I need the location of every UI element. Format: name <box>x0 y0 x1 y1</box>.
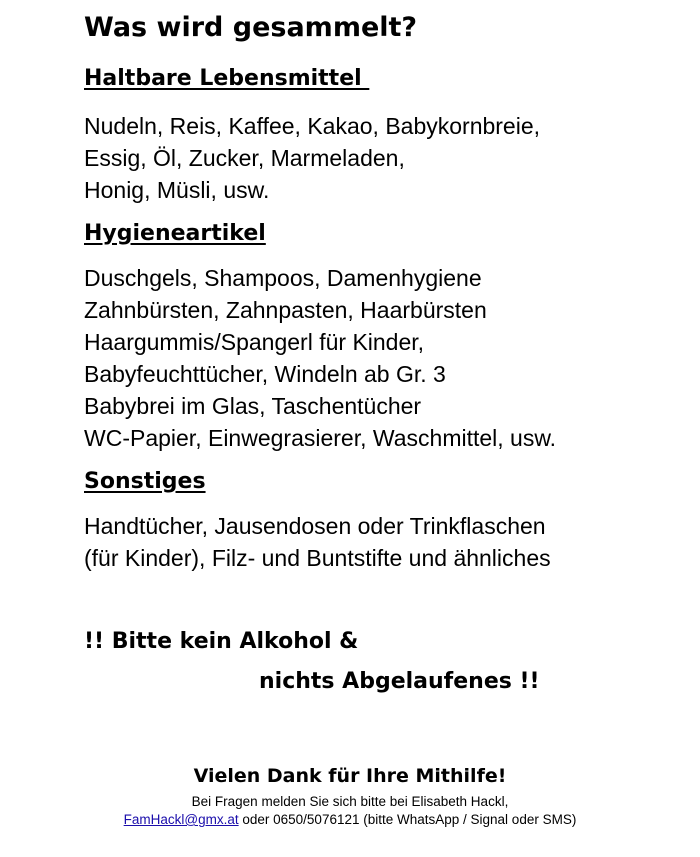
section-list-hygiene <box>84 262 556 454</box>
warning-line-2: nichts Abgelaufenes !! <box>259 669 540 694</box>
list-item: Babyfeuchttücher, Windeln ab Gr. 3 <box>84 361 446 387</box>
thanks-message: Vielen Dank für Ihre Mithilfe! <box>193 765 507 787</box>
list-item: Babybrei im Glas, Taschentücher <box>84 393 422 419</box>
warning-line-1: !! Bitte kein Alkohol & <box>84 629 359 654</box>
section-heading-hygiene: Hygieneartikel <box>84 221 266 246</box>
list-item: Essig, Öl, Zucker, Marmeladen, <box>84 145 405 171</box>
section-list-lebensmittel <box>84 110 540 206</box>
section-heading-sonstiges: Sonstiges <box>84 469 206 494</box>
list-item: (für Kinder), Filz- und Buntstifte und ähnliches <box>84 545 551 571</box>
contact-line-2 <box>0 812 700 827</box>
list-item: WC-Papier, Einwegrasierer, Waschmittel, usw. <box>84 425 557 451</box>
page-title: Was wird gesammelt? <box>84 12 418 43</box>
email-link[interactable]: FamHackl@gmx.at <box>123 812 239 827</box>
contact-phone-text: oder 0650/5076121 (bitte WhatsApp / Signal oder SMS) <box>238 812 577 827</box>
list-item: Nudeln, Reis, Kaffee, Kakao, Babykornbreie, <box>84 113 541 139</box>
list-item: Handtücher, Jausendosen oder Trinkflaschen <box>84 513 546 539</box>
section-list-sonstiges <box>84 510 551 574</box>
list-item: Zahnbürsten, Zahnpasten, Haarbürsten <box>84 297 487 323</box>
list-item: Haargummis/Spangerl für Kinder, <box>84 329 425 355</box>
list-item: Honig, Müsli, usw. <box>84 177 270 203</box>
section-heading-lebensmittel: Haltbare Lebensmittel <box>84 66 370 91</box>
contact-line-1: Bei Fragen melden Sie sich bitte bei Elisabeth Hackl, <box>191 794 509 809</box>
list-item: Duschgels, Shampoos, Damenhygiene <box>84 265 482 291</box>
